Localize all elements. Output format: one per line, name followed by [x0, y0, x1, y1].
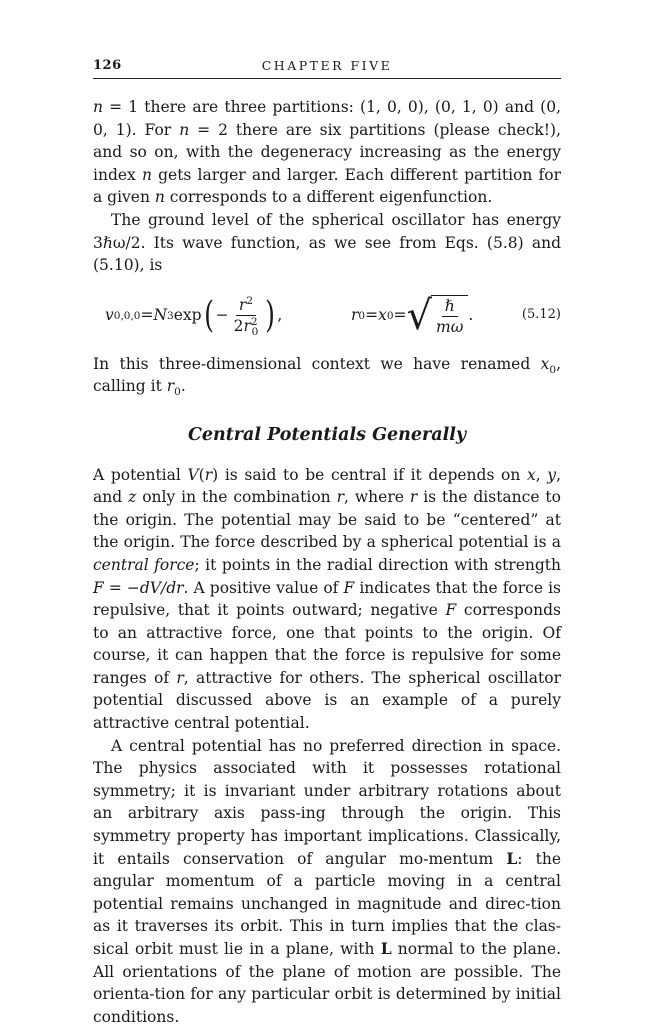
page-number: 126: [93, 58, 122, 73]
paragraph-ground-level: The ground level of the spherical oscillator has energy 3ℏω/2. Its wave function, as we see from Eqs. (5.8) and (5.10), is: [93, 210, 561, 275]
equation-wavefunction: v 0,0,0 = N 3 exp ( − $\frac{r^2}{2r^2_0}$ ) ,: [105, 294, 283, 339]
page-body: [93, 96, 561, 1028]
paragraph-renamed: In this three-dimensional context we have renamed $x_0$, calling it $r_0$.: [93, 354, 561, 399]
equation-r0: r 0 = x 0 = √ $\frac{\text{ℏ}}{m\omega}$ .: [351, 292, 474, 339]
section-heading: Central Potentials Generally: [187, 424, 467, 445]
equation-number: (5.12): [521, 307, 561, 323]
paragraph-symmetry: A central potential has no preferred direction in space. The physics associated with it possesses rotational symmetry; it is invariant under arbitrary rotations about an arbitrary axis pass-ing through the origin. This symmetry property has important implications. Classically, it entails conservation of angular mo-mentum L: the angular momentum of a particle moving in a central potential remains unchanged in magnitude and direc-tion as it traverses its orbit. This in turn implies that the clas-sical orbit must lie in a plane, with L normal to the plane. All orientations of the plane of motion are possible. The orienta-tion for any particular orbit is determined by initial conditions.: [93, 736, 561, 1026]
math-n: n: [93, 98, 103, 116]
paragraph-central-potential: A potential V(r) is said to be central if it depends on x, y, and z only in the combination r, where r is the distance to the origin. The potential may be said to be “centered” at the origin. The force described by a spherical potential is a central force; it points in the radial direction with strength F = −dV/dr. A positive value of F indicates that the force is repulsive, that it points outward; negative F corresponds to an attractive force, one that points to the origin. Of course, it can happen that the force is repulsive for some ranges of r, attractive for others. The spherical oscillator potential discussed above is an example of a purely attractive central potential.: [93, 465, 562, 733]
math-n: n: [141, 165, 152, 184]
square-root: √ $\frac{\text{ℏ}}{m\omega}$: [407, 295, 469, 336]
page-header: [93, 56, 561, 79]
paragraph-partitions: n = 1 there are three partitions: (1, 0, 0), (0, 1, 0) and (0, 0, 1). For n = 2 there are six partitions (please check!), and so on, with the degeneracy increasing as the energy index n gets larger and larger. Each different partition for a given n corresponds to a different eigenfunction.: [93, 98, 561, 207]
math-n: n: [179, 120, 190, 139]
equation-5-12: [93, 285, 561, 347]
math-n: n: [154, 188, 165, 207]
fraction-r-squared: $\frac{r^2}{2r^2_0}$: [233, 295, 259, 339]
chapter-title: CHAPTER FIVE: [261, 58, 393, 73]
